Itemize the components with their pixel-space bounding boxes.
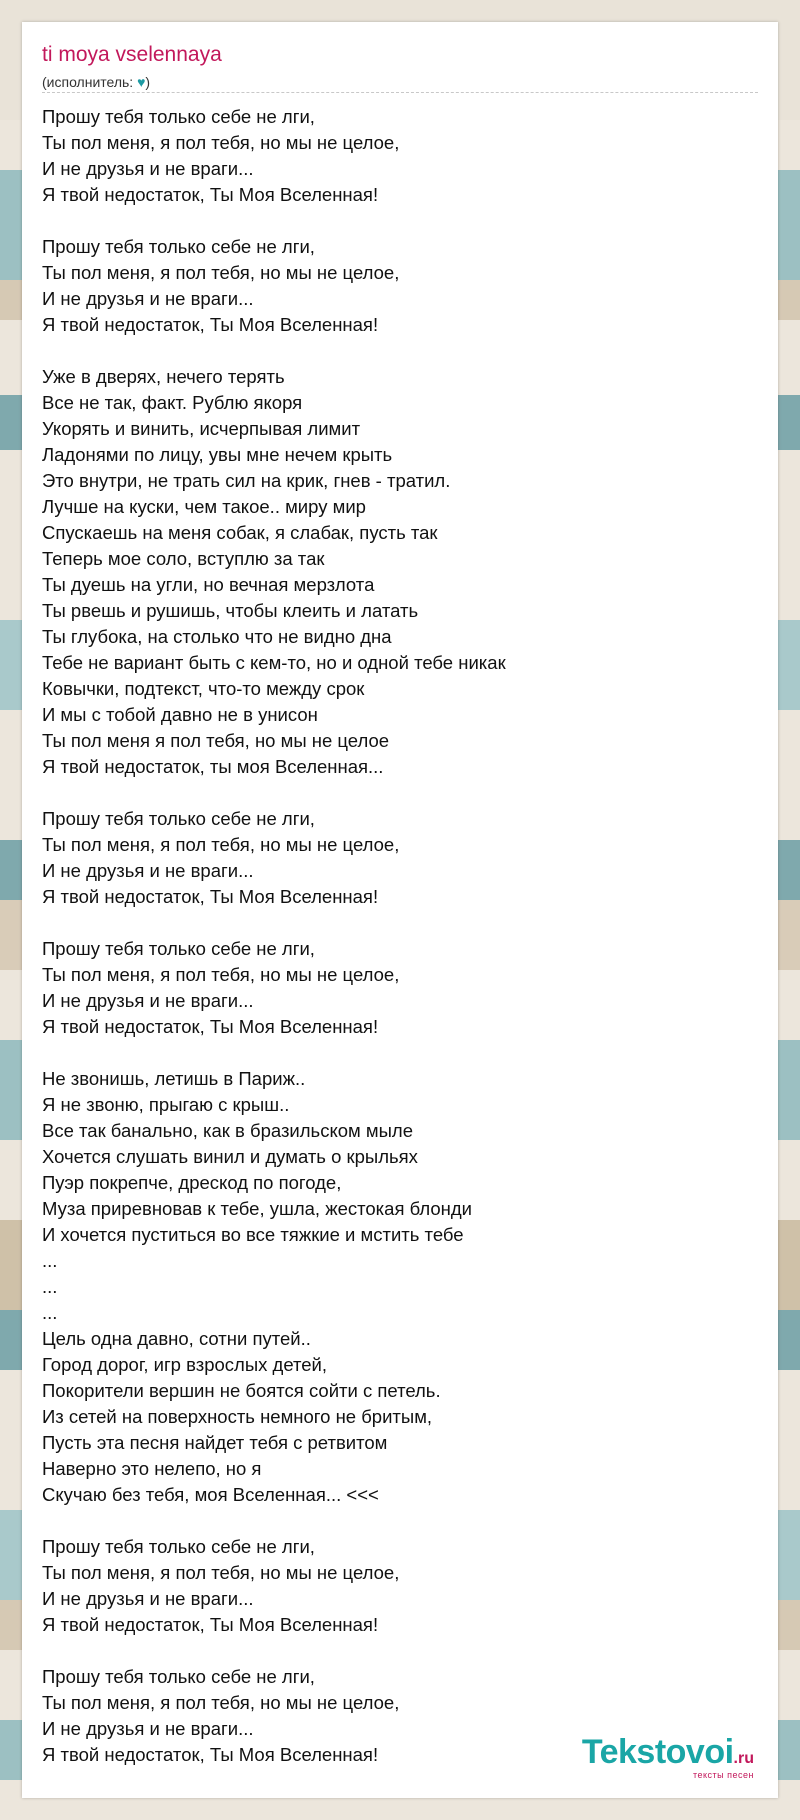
lyric-line: И не друзья и не враги... [42, 1588, 254, 1609]
lyric-line: Уже в дверях, нечего терять [42, 366, 285, 387]
logo-tld: .ru [733, 1750, 754, 1767]
lyric-line: Я не звоню, прыгаю с крыш.. [42, 1094, 290, 1115]
lyric-line: Прошу тебя только себе не лги, [42, 808, 315, 829]
lyric-line [42, 910, 758, 936]
lyric-line: Прошу тебя только себе не лги, [42, 1536, 315, 1557]
lyric-line: Я твой недостаток, Ты Моя Вселенная! [42, 1744, 379, 1765]
lyric-line: Теперь мое соло, вступлю за так [42, 548, 325, 569]
lyric-line: Ты пол меня, я пол тебя, но мы не целое, [42, 1692, 400, 1713]
lyric-line: Скучаю без тебя, моя Вселенная... <<< [42, 1484, 379, 1505]
lyric-line: Я твой недостаток, Ты Моя Вселенная! [42, 184, 379, 205]
lyric-line [42, 338, 758, 364]
lyric-line: Цель одна давно, сотни путей.. [42, 1328, 311, 1349]
lyric-line: ... [42, 1250, 58, 1271]
lyric-line: Ты пол меня, я пол тебя, но мы не целое, [42, 1562, 400, 1583]
lyric-line: Пуэр покрепче, дрескод по погоде, [42, 1172, 342, 1193]
lyric-line: Я твой недостаток, Ты Моя Вселенная! [42, 1016, 379, 1037]
song-title: ti moya vselennaya [42, 43, 222, 66]
lyric-line: Прошу тебя только себе не лги, [42, 236, 315, 257]
lyric-line: Я твой недостаток, Ты Моя Вселенная! [42, 886, 379, 907]
performer-prefix: (исполнитель: [42, 74, 138, 90]
lyric-line: Прошу тебя только себе не лги, [42, 106, 315, 127]
lyric-line: Муза приревновав к тебе, ушла, жестокая блонди [42, 1198, 473, 1219]
lyric-line [42, 1040, 758, 1066]
lyric-line: Из сетей на поверхность немного не бритым, [42, 1406, 433, 1427]
lyric-line: Все так банально, как в бразильском мыле [42, 1120, 413, 1141]
lyric-line: Ковычки, подтекст, что-то между срок [42, 678, 365, 699]
site-logo[interactable] [582, 1735, 754, 1780]
lyric-line: И не друзья и не враги... [42, 990, 254, 1011]
logo-tagline: тексты песен [692, 1770, 754, 1780]
lyric-line: Прошу тебя только себе не лги, [42, 1666, 315, 1687]
lyric-line: И не друзья и не враги... [42, 288, 254, 309]
logo-name: Tekstovoi [581, 1733, 734, 1771]
lyrics-card [22, 22, 778, 1798]
lyric-line: Все не так, факт. Рублю якоря [42, 392, 303, 413]
lyric-line: Укорять и винить, исчерпывая лимит [42, 418, 361, 439]
lyric-line: И не друзья и не враги... [42, 1718, 254, 1739]
lyric-line: Спускаешь на меня собак, я слабак, пусть так [42, 522, 438, 543]
lyric-line: И не друзья и не враги... [42, 158, 254, 179]
lyric-line: Это внутри, не трать сил на крик, гнев - тратил. [42, 470, 451, 491]
lyric-line: Ладонями по лицу, увы мне нечем крыть [42, 444, 393, 465]
lyric-line: Ты пол меня я пол тебя, но мы не целое [42, 730, 390, 751]
lyric-line: Лучше на куски, чем такое.. миру мир [42, 496, 366, 517]
lyric-line: Ты пол меня, я пол тебя, но мы не целое, [42, 262, 400, 283]
lyric-line: Ты дуешь на угли, но вечная мерзлота [42, 574, 375, 595]
lyric-line: Город дорог, игр взрослых детей, [42, 1354, 328, 1375]
lyric-line: Ты глубока, на столько что не видно дна [42, 626, 392, 647]
lyric-line: ... [42, 1302, 58, 1323]
lyric-line: Пусть эта песня найдет тебя с ретвитом [42, 1432, 388, 1453]
performer-suffix: ) [145, 74, 151, 90]
lyric-line: И не друзья и не враги... [42, 860, 254, 881]
lyric-line [42, 208, 758, 234]
lyric-line [42, 780, 758, 806]
lyric-line: Я твой недостаток, Ты Моя Вселенная! [42, 1614, 379, 1635]
lyric-line: ... [42, 1276, 58, 1297]
title-divider [42, 92, 758, 93]
lyric-line: Наверно это нелепо, но я [42, 1458, 262, 1479]
lyric-line: И хочется пуститься во все тяжкие и мстить тебе [42, 1224, 464, 1245]
lyric-line: Хочется слушать винил и думать о крыльях [42, 1146, 418, 1167]
lyric-line: Я твой недостаток, ты моя Вселенная... [42, 756, 384, 777]
lyric-line: Я твой недостаток, Ты Моя Вселенная! [42, 314, 379, 335]
lyric-line [42, 1508, 758, 1534]
lyric-line: Ты рвешь и рушишь, чтобы клеить и латать [42, 600, 419, 621]
lyric-line: И мы с тобой давно не в унисон [42, 704, 318, 725]
lyric-line: Не звонишь, летишь в Париж.. [42, 1068, 306, 1089]
lyric-line [42, 1638, 758, 1664]
heart-icon[interactable]: ♥ [137, 74, 146, 90]
lyric-line: Ты пол меня, я пол тебя, но мы не целое, [42, 834, 400, 855]
lyric-line: Ты пол меня, я пол тебя, но мы не целое, [42, 964, 400, 985]
lyric-line: Покорители вершин не боятся сойти с петель. [42, 1380, 441, 1401]
lyric-line: Прошу тебя только себе не лги, [42, 938, 315, 959]
lyric-line: Ты пол меня, я пол тебя, но мы не целое, [42, 132, 400, 153]
lyrics-text [42, 104, 758, 1768]
lyric-line: Тебе не вариант быть с кем-то, но и одной тебе никак [42, 652, 506, 673]
performer-line [42, 74, 150, 90]
